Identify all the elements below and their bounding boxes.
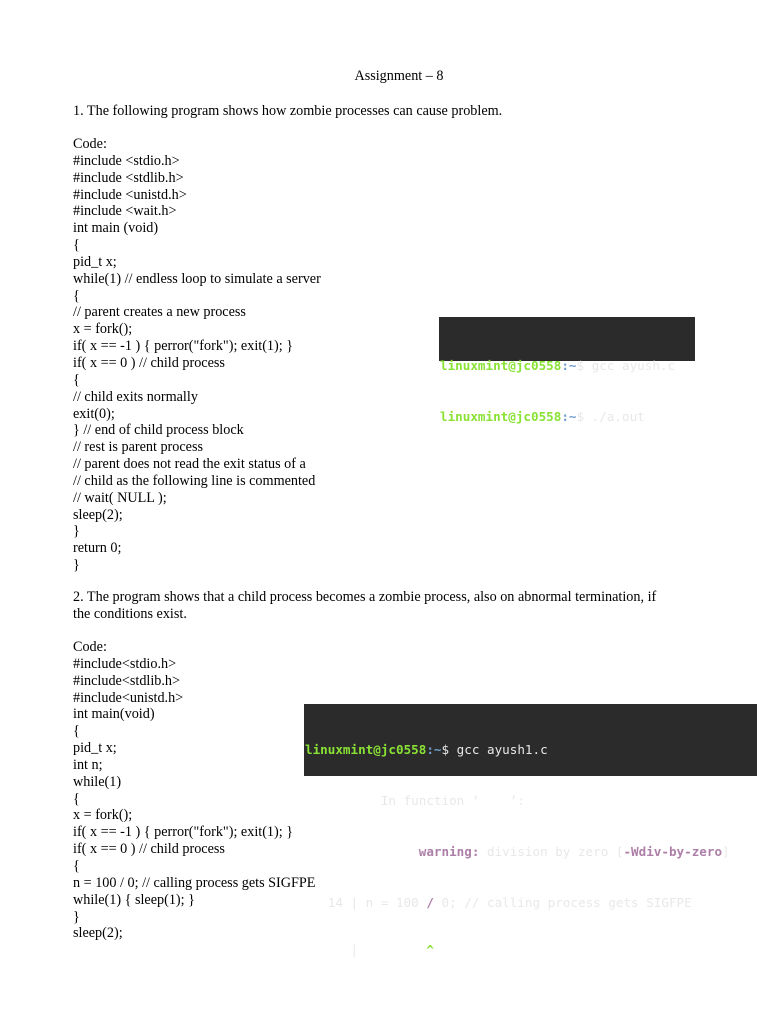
code-line: } // end of child process block: [73, 422, 244, 439]
code-line: {: [73, 287, 80, 304]
code-line: Code:: [73, 639, 107, 655]
code-line: n = 100 / 0; // calling process gets SIGFPE: [73, 874, 316, 891]
code-line: // wait( NULL );: [73, 489, 167, 506]
code-block-2: [73, 639, 315, 942]
terminal-line: [305, 843, 757, 860]
compiler-function-name: main: [479, 793, 510, 808]
terminal-command: gcc ayush.c: [584, 358, 676, 373]
caret-marker: ^: [426, 942, 434, 957]
code-line: #include <stdlib.h>: [73, 169, 184, 186]
code-line: #include<stdlib.h>: [73, 672, 181, 689]
code-line: x = fork();: [73, 321, 133, 338]
terminal-screenshot-2: [304, 704, 757, 957]
code-line: {: [73, 723, 80, 740]
code-line: sleep(2);: [73, 506, 123, 523]
code-line: }: [73, 557, 80, 574]
code-line: int main (void): [73, 220, 159, 237]
terminal-command: ./a.out: [584, 409, 645, 424]
code-line: while(1) { sleep(1); }: [73, 891, 195, 908]
code-line: Code:: [73, 136, 107, 152]
code-line: #include <wait.h>: [73, 203, 177, 220]
compiler-message: In function ‘: [373, 793, 480, 808]
source-line: 14 | n = 100: [305, 895, 427, 910]
code-line: while(1) // endless loop to simulate a server: [73, 270, 321, 287]
code-line: {: [73, 237, 80, 254]
code-line: }: [73, 908, 80, 925]
code-line: // child as the following line is commented: [73, 472, 316, 489]
source-line: 0; // calling process gets SIGFPE: [433, 895, 692, 910]
code-line: if( x == 0 ) // child process: [73, 841, 225, 858]
question-1-text: 1. The following program shows how zombie processes can cause problem.: [73, 103, 503, 119]
code-line: while(1): [73, 773, 122, 790]
code-line: #include <unistd.h>: [73, 186, 187, 203]
prompt-path: :~: [561, 409, 577, 424]
compiler-warning-label: warning:: [411, 844, 480, 859]
compiler-warning-flag: -Wdiv-by-zero: [623, 844, 723, 859]
terminal-screenshot-1: [439, 317, 695, 424]
compiler-file: ayush1.c:: [305, 793, 374, 808]
code-line: pid_t x;: [73, 740, 117, 757]
code-line: if( x == -1 ) { perror("fork"); exit(1); }: [73, 338, 294, 355]
assignment-title: Assignment – 8: [354, 68, 444, 84]
code-line: sleep(2);: [73, 925, 123, 942]
terminal-command: gcc ayush1.c: [449, 742, 548, 757]
question-2-text: 2. The program shows that a child process becomes a zombie process, also on abnormal termination, if the conditions exist.: [73, 589, 657, 622]
code-line: {: [73, 857, 80, 874]
terminal-line: [440, 357, 695, 374]
caret-padding: |: [305, 942, 427, 957]
prompt-path: :~: [561, 358, 577, 373]
code-line: int n;: [73, 756, 103, 773]
terminal-line: [305, 792, 757, 809]
compiler-message: ]: [722, 844, 730, 859]
prompt-user-host: linuxmint@jc0558: [305, 742, 427, 757]
terminal-line: [440, 408, 695, 425]
code-line: return 0;: [73, 540, 122, 557]
prompt-user-host: linuxmint@jc0558: [440, 358, 562, 373]
code-line: // rest is parent process: [73, 439, 204, 456]
terminal-line: [305, 741, 757, 758]
code-line: #include <stdio.h>: [73, 152, 180, 169]
code-line: // parent does not read the exit status of a: [73, 456, 306, 473]
prompt-symbol: $: [576, 409, 585, 424]
terminal-line: [305, 894, 757, 911]
source-operator: /: [426, 895, 434, 910]
prompt-user-host: linuxmint@jc0558: [440, 409, 562, 424]
code-line: x = fork();: [73, 807, 133, 824]
code-line: // child exits normally: [73, 388, 198, 405]
code-line: {: [73, 371, 80, 388]
compiler-message: ’:: [509, 793, 525, 808]
code-block-1: [73, 136, 321, 574]
compiler-location: ayush1.c:14:9:: [305, 844, 412, 859]
code-line: // parent creates a new process: [73, 304, 246, 321]
code-line: exit(0);: [73, 405, 115, 422]
code-line: if( x == -1 ) { perror("fork"); exit(1); }: [73, 824, 294, 841]
prompt-path: :~: [426, 742, 442, 757]
code-line: int main(void): [73, 706, 155, 723]
code-line: {: [73, 790, 80, 807]
prompt-symbol: $: [576, 358, 585, 373]
prompt-symbol: $: [441, 742, 450, 757]
code-line: #include<unistd.h>: [73, 689, 184, 706]
terminal-line: [305, 942, 757, 957]
compiler-message: division by zero [: [479, 844, 624, 859]
code-line: #include<stdio.h>: [73, 655, 177, 672]
code-line: }: [73, 523, 80, 540]
code-line: pid_t x;: [73, 253, 117, 270]
code-line: if( x == 0 ) // child process: [73, 354, 225, 371]
